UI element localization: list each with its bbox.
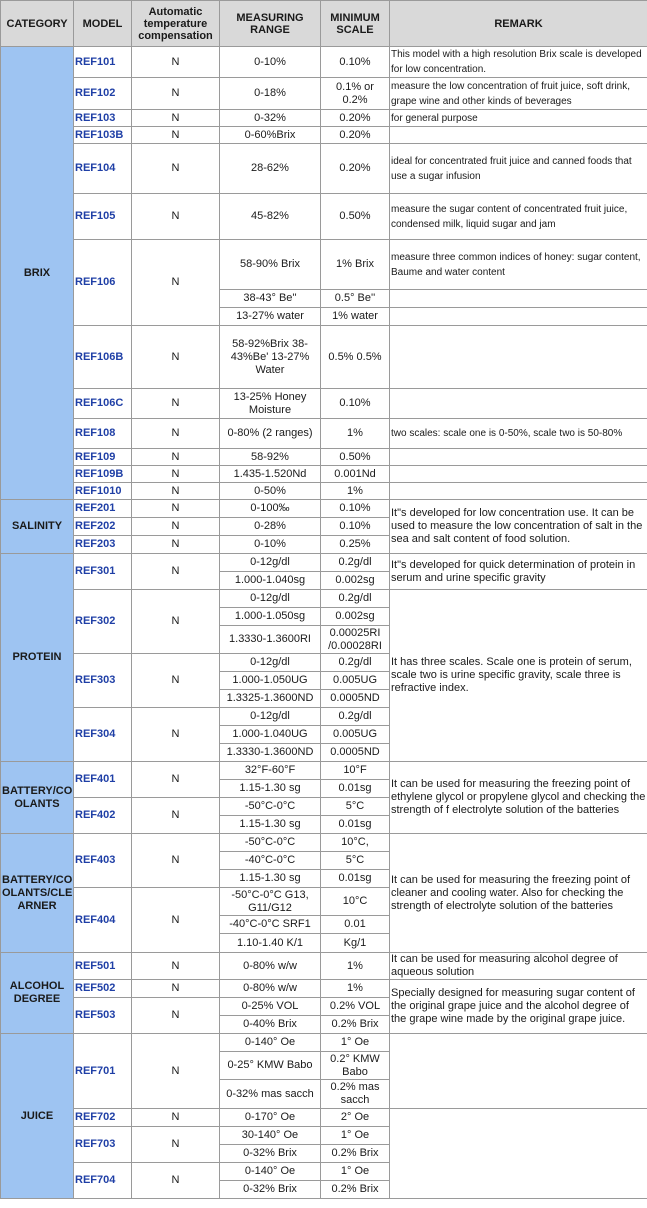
model-cell: REF501: [74, 953, 132, 980]
atc-cell: N: [132, 953, 220, 980]
remark-cell: It"s developed for low concentration use. It can be used to measure the low concentration of salt in the sea and salt content of food solution.: [390, 500, 647, 554]
table-row: [1, 47, 647, 78]
atc-cell: N: [132, 980, 220, 998]
table-row: [1, 144, 647, 194]
scale-cell: 1% Brix: [321, 240, 390, 290]
atc-cell: N: [132, 483, 220, 500]
atc-cell: N: [132, 144, 220, 194]
atc-cell: N: [132, 654, 220, 708]
range-cell: 0-32%: [220, 110, 321, 127]
table-row: [1, 419, 647, 449]
range-cell: 0-32% mas sacch: [220, 1080, 321, 1109]
scale-cell: 0.005UG: [321, 672, 390, 690]
model-cell: REF103B: [74, 127, 132, 144]
model-cell: REF105: [74, 194, 132, 240]
scale-cell: 0.2% Brix: [321, 1181, 390, 1199]
range-cell: 1.15-1.30 sg: [220, 816, 321, 834]
range-cell: 1.10-1.40 K/1: [220, 934, 321, 953]
category-cell: BATTERY/CO OLANTS: [1, 762, 74, 834]
range-cell: 1.000-1.040sg: [220, 572, 321, 590]
remark-cell: It can be used for measuring the freezing point of cleaner and cooling water. Also for checking the strength of electrolyte solution of the batteries: [390, 834, 647, 953]
model-cell: REF106C: [74, 389, 132, 419]
range-cell: 0-10%: [220, 47, 321, 78]
table-row: [1, 762, 647, 780]
atc-cell: N: [132, 240, 220, 326]
remark-cell: measure the low concentration of fruit juice, soft drink, grape wine and other kinds of beverages: [390, 78, 647, 110]
atc-cell: N: [132, 998, 220, 1034]
range-cell: 0-12g/dl: [220, 554, 321, 572]
scale-cell: 1%: [321, 419, 390, 449]
remark-cell: It has three scales. Scale one is protein of serum, scale two is urine specific gravity, scale three is refractive index.: [390, 590, 647, 762]
atc-cell: N: [132, 47, 220, 78]
header-atc: Automatic temperature compensation: [132, 1, 220, 47]
range-cell: 45-82%: [220, 194, 321, 240]
table-row: [1, 110, 647, 127]
range-cell: 0-100‰: [220, 500, 321, 518]
model-cell: REF503: [74, 998, 132, 1034]
table-row: [1, 953, 647, 980]
range-cell: 0-140° Oe: [220, 1034, 321, 1052]
range-cell: 1.3330-1.3600ND: [220, 744, 321, 762]
category-cell: ALCOHOL DEGREE: [1, 953, 74, 1034]
range-cell: 0-80% (2 ranges): [220, 419, 321, 449]
atc-cell: N: [132, 326, 220, 389]
scale-cell: 0.10%: [321, 518, 390, 536]
scale-cell: 0.01: [321, 916, 390, 934]
remark-cell: [390, 449, 647, 466]
model-cell: REF502: [74, 980, 132, 998]
category-cell: JUICE: [1, 1034, 74, 1199]
atc-cell: N: [132, 834, 220, 888]
remark-cell: ideal for concentrated fruit juice and canned foods that use a sugar infusion: [390, 144, 647, 194]
model-cell: REF104: [74, 144, 132, 194]
scale-cell: 0.10%: [321, 389, 390, 419]
atc-cell: N: [132, 449, 220, 466]
range-cell: 0-32% Brix: [220, 1145, 321, 1163]
scale-cell: 0.005UG: [321, 726, 390, 744]
remark-cell: [390, 326, 647, 389]
range-cell: 38-43° Be'': [220, 290, 321, 308]
atc-cell: N: [132, 466, 220, 483]
scale-cell: 0.5% 0.5%: [321, 326, 390, 389]
model-cell: REF103: [74, 110, 132, 127]
model-cell: REF109B: [74, 466, 132, 483]
range-cell: 28-62%: [220, 144, 321, 194]
atc-cell: N: [132, 554, 220, 590]
range-cell: 1.3330-1.3600RI: [220, 626, 321, 654]
table-row: [1, 834, 647, 852]
model-cell: REF704: [74, 1163, 132, 1199]
remark-cell: It can be used for measuring alcohol degree of aqueous solution: [390, 953, 647, 980]
atc-cell: N: [132, 419, 220, 449]
model-cell: REF401: [74, 762, 132, 798]
scale-cell: 0.2% Brix: [321, 1145, 390, 1163]
model-cell: REF702: [74, 1109, 132, 1127]
header-model: MODEL: [74, 1, 132, 47]
scale-cell: 1%: [321, 483, 390, 500]
range-cell: 1.000-1.050UG: [220, 672, 321, 690]
scale-cell: 0.01sg: [321, 816, 390, 834]
atc-cell: N: [132, 500, 220, 518]
range-cell: 13-25% Honey Moisture: [220, 389, 321, 419]
model-cell: REF101: [74, 47, 132, 78]
scale-cell: 0.002sg: [321, 608, 390, 626]
range-cell: -40°C-0°C SRF1: [220, 916, 321, 934]
atc-cell: N: [132, 389, 220, 419]
scale-cell: 10°C: [321, 888, 390, 916]
scale-cell: Kg/1: [321, 934, 390, 953]
scale-cell: 0.01sg: [321, 780, 390, 798]
range-cell: 58-92%Brix 38-43%Be' 13-27% Water: [220, 326, 321, 389]
range-cell: 1.15-1.30 sg: [220, 780, 321, 798]
model-cell: REF404: [74, 888, 132, 953]
range-cell: 0-25% VOL: [220, 998, 321, 1016]
remark-cell: It can be used for measuring the freezing point of ethylene glycol or propylene glycol and checking the strength of f electrolyte solution of the batteries: [390, 762, 647, 834]
atc-cell: N: [132, 78, 220, 110]
range-cell: 30-140° Oe: [220, 1127, 321, 1145]
table-row: [1, 500, 647, 518]
range-cell: 58-92%: [220, 449, 321, 466]
scale-cell: 0.10%: [321, 500, 390, 518]
atc-cell: N: [132, 708, 220, 762]
header-scale: MINIMUM SCALE: [321, 1, 390, 47]
range-cell: 13-27% water: [220, 308, 321, 326]
scale-cell: 1%: [321, 953, 390, 980]
model-cell: REF302: [74, 590, 132, 654]
table-row: [1, 389, 647, 419]
model-cell: REF301: [74, 554, 132, 590]
remark-cell: [390, 389, 647, 419]
range-cell: 0-140° Oe: [220, 1163, 321, 1181]
atc-cell: N: [132, 194, 220, 240]
atc-cell: N: [132, 590, 220, 654]
range-cell: 0-80% w/w: [220, 980, 321, 998]
scale-cell: 0.2g/dl: [321, 554, 390, 572]
table-row: [1, 127, 647, 144]
category-cell: BRIX: [1, 47, 74, 500]
range-cell: 1.15-1.30 sg: [220, 870, 321, 888]
remark-cell: [390, 1109, 647, 1199]
atc-cell: N: [132, 1163, 220, 1199]
table-row: [1, 1109, 647, 1127]
scale-cell: 0.2g/dl: [321, 654, 390, 672]
atc-cell: N: [132, 127, 220, 144]
scale-cell: 0.01sg: [321, 870, 390, 888]
range-cell: 0-50%: [220, 483, 321, 500]
remark-cell: This model with a high resolution Brix scale is developed for low concentration.: [390, 47, 647, 78]
remark-cell: for general purpose: [390, 110, 647, 127]
scale-cell: 0.2% mas sacch: [321, 1080, 390, 1109]
model-cell: REF106B: [74, 326, 132, 389]
header-category: CATEGORY: [1, 1, 74, 47]
scale-cell: 0.0005ND: [321, 744, 390, 762]
range-cell: 0-12g/dl: [220, 654, 321, 672]
scale-cell: 0.20%: [321, 110, 390, 127]
category-cell: PROTEIN: [1, 554, 74, 762]
table-row: [1, 449, 647, 466]
scale-cell: 0.20%: [321, 144, 390, 194]
scale-cell: 1° Oe: [321, 1163, 390, 1181]
model-cell: REF203: [74, 536, 132, 554]
table-row: [1, 240, 647, 290]
model-cell: REF703: [74, 1127, 132, 1163]
table-row: [1, 590, 647, 608]
scale-cell: 0.2g/dl: [321, 708, 390, 726]
model-cell: REF109: [74, 449, 132, 466]
scale-cell: 5°C: [321, 798, 390, 816]
remark-cell: [390, 308, 647, 326]
table-row: [1, 1034, 647, 1052]
table-row: [1, 483, 647, 500]
atc-cell: N: [132, 1127, 220, 1163]
range-cell: 0-60%Brix: [220, 127, 321, 144]
scale-cell: 1° Oe: [321, 1034, 390, 1052]
remark-cell: measure three common indices of honey: sugar content, Baume and water content: [390, 240, 647, 290]
scale-cell: 0.10%: [321, 47, 390, 78]
remark-cell: It"s developed for quick determination of protein in serum and urine specific gravity: [390, 554, 647, 590]
atc-cell: N: [132, 536, 220, 554]
atc-cell: N: [132, 888, 220, 953]
atc-cell: N: [132, 1109, 220, 1127]
scale-cell: 0.0005ND: [321, 690, 390, 708]
scale-cell: 0.002sg: [321, 572, 390, 590]
range-cell: 32°F-60°F: [220, 762, 321, 780]
range-cell: -50°C-0°C G13, G11/G12: [220, 888, 321, 916]
remark-cell: two scales: scale one is 0-50%, scale two is 50-80%: [390, 419, 647, 449]
scale-cell: 0.2g/dl: [321, 590, 390, 608]
scale-cell: 0.1% or 0.2%: [321, 78, 390, 110]
category-cell: BATTERY/CO OLANTS/CLE ARNER: [1, 834, 74, 953]
scale-cell: 0.50%: [321, 449, 390, 466]
model-cell: REF1010: [74, 483, 132, 500]
range-cell: -40°C-0°C: [220, 852, 321, 870]
header-remark: REMARK: [390, 1, 647, 47]
scale-cell: 0.20%: [321, 127, 390, 144]
table-row: [1, 554, 647, 572]
header-row: [1, 1, 647, 47]
scale-cell: 1%: [321, 980, 390, 998]
model-cell: REF102: [74, 78, 132, 110]
range-cell: 58-90% Brix: [220, 240, 321, 290]
range-cell: 1.000-1.050sg: [220, 608, 321, 626]
scale-cell: 1% water: [321, 308, 390, 326]
scale-cell: 1° Oe: [321, 1127, 390, 1145]
remark-cell: [390, 290, 647, 308]
range-cell: 0-170° Oe: [220, 1109, 321, 1127]
atc-cell: N: [132, 110, 220, 127]
table-row: [1, 326, 647, 389]
remark-cell: measure the sugar content of concentrated fruit juice, condensed milk, liquid sugar and jam: [390, 194, 647, 240]
scale-cell: 0.2% VOL: [321, 998, 390, 1016]
model-cell: REF402: [74, 798, 132, 834]
atc-cell: N: [132, 1034, 220, 1109]
range-cell: 0-80% w/w: [220, 953, 321, 980]
remark-cell: [390, 466, 647, 483]
model-cell: REF106: [74, 240, 132, 326]
remark-cell: Specially designed for measuring sugar content of the original grape juice and the alcohol degree of the grape wine made by the original grape juice.: [390, 980, 647, 1034]
model-cell: REF303: [74, 654, 132, 708]
model-cell: REF108: [74, 419, 132, 449]
range-cell: 0-28%: [220, 518, 321, 536]
remark-cell: [390, 1034, 647, 1109]
range-cell: 0-18%: [220, 78, 321, 110]
range-cell: 0-40% Brix: [220, 1016, 321, 1034]
table-row: [1, 466, 647, 483]
range-cell: 0-12g/dl: [220, 708, 321, 726]
model-cell: REF201: [74, 500, 132, 518]
range-cell: 0-12g/dl: [220, 590, 321, 608]
scale-cell: 0.00025RI /0.00028RI: [321, 626, 390, 654]
scale-cell: 10°C,: [321, 834, 390, 852]
model-cell: REF403: [74, 834, 132, 888]
remark-cell: [390, 127, 647, 144]
model-cell: REF202: [74, 518, 132, 536]
remark-cell: [390, 483, 647, 500]
model-cell: REF304: [74, 708, 132, 762]
scale-cell: 0.2% Brix: [321, 1016, 390, 1034]
range-cell: 1.000-1.040UG: [220, 726, 321, 744]
range-cell: 0-32% Brix: [220, 1181, 321, 1199]
atc-cell: N: [132, 518, 220, 536]
scale-cell: 0.2° KMW Babo: [321, 1052, 390, 1080]
scale-cell: 2° Oe: [321, 1109, 390, 1127]
atc-cell: N: [132, 762, 220, 798]
range-cell: 0-25° KMW Babo: [220, 1052, 321, 1080]
scale-cell: 0.5° Be'': [321, 290, 390, 308]
atc-cell: N: [132, 798, 220, 834]
range-cell: -50°C-0°C: [220, 834, 321, 852]
scale-cell: 0.25%: [321, 536, 390, 554]
scale-cell: 10°F: [321, 762, 390, 780]
table-row: [1, 78, 647, 110]
category-cell: SALINITY: [1, 500, 74, 554]
model-cell: REF701: [74, 1034, 132, 1109]
scale-cell: 0.50%: [321, 194, 390, 240]
range-cell: 1.3325-1.3600ND: [220, 690, 321, 708]
range-cell: -50°C-0°C: [220, 798, 321, 816]
table-row: [1, 980, 647, 998]
header-range: MEASURING RANGE: [220, 1, 321, 47]
range-cell: 1.435-1.520Nd: [220, 466, 321, 483]
table-row: [1, 194, 647, 240]
range-cell: 0-10%: [220, 536, 321, 554]
scale-cell: 5°C: [321, 852, 390, 870]
scale-cell: 0.001Nd: [321, 466, 390, 483]
